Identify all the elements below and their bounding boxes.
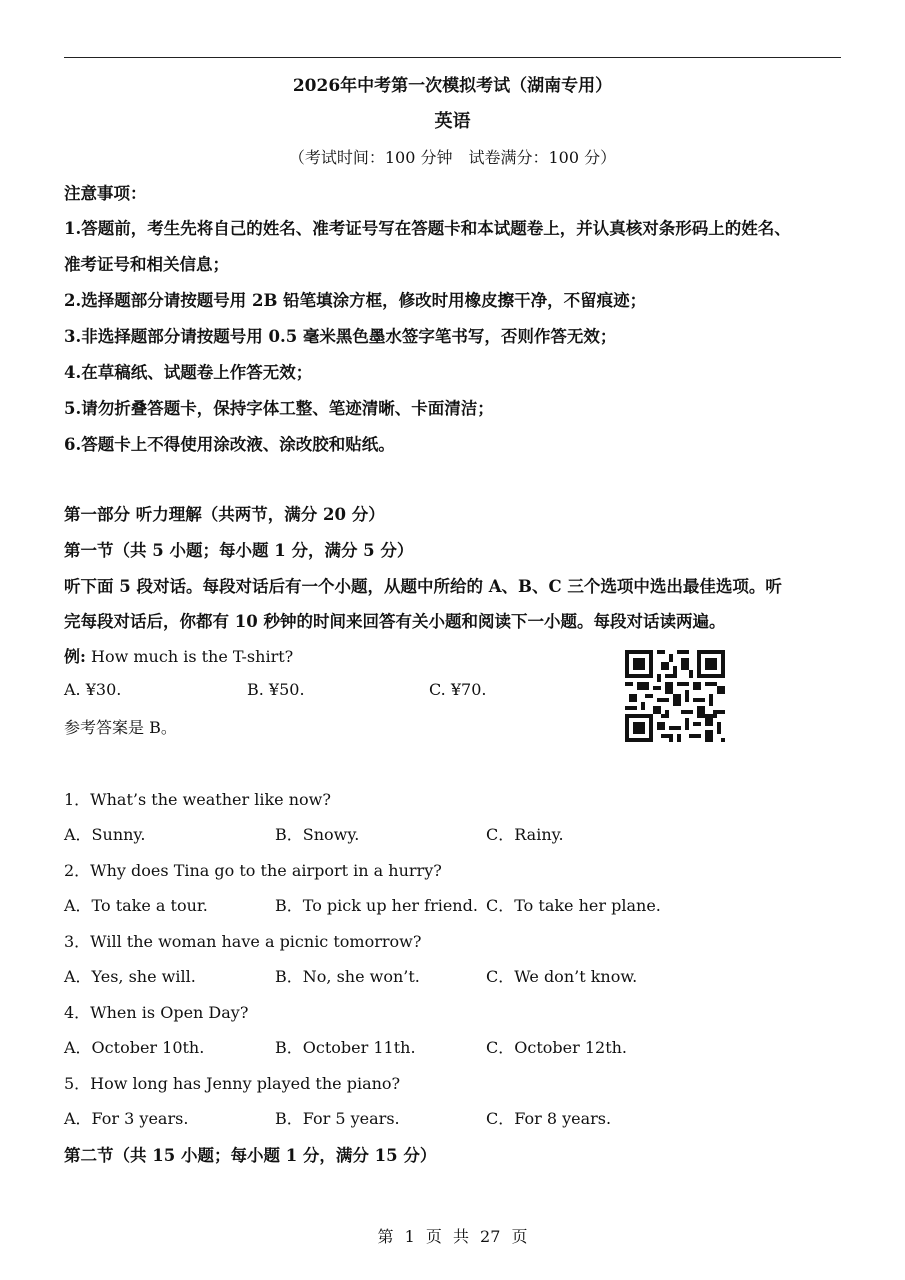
notice-item: 准考证号和相关信息； <box>64 255 229 274</box>
example-question-text: How much is the T-shirt? <box>91 647 294 666</box>
notice-item: 5.请勿折叠答题卡，保持字体工整、笔迹清晰、卡面清洁； <box>64 399 494 418</box>
section1-heading: 第一节（共 5 小题；每小题 1 分，满分 5 分） <box>64 541 414 560</box>
question-3: 3．Will the woman have a picnic tomorrow? <box>64 932 422 951</box>
section2-heading: 第二节（共 15 小题；每小题 1 分，满分 15 分） <box>64 1146 437 1165</box>
notice-item: 2.选择题部分请按题号用 2B 铅笔填涂方框，修改时用橡皮擦干净，不留痕迹； <box>64 291 647 310</box>
question-2: 2．Why does Tina go to the airport in a hurry? <box>64 861 442 880</box>
question-4: 4．When is Open Day? <box>64 1003 249 1022</box>
q5-option-b: B．For 5 years. <box>275 1109 400 1128</box>
q2-option-a: A．To take a tour. <box>64 896 208 915</box>
example-answer: 参考答案是 B。 <box>64 718 177 737</box>
question-1: 1．What’s the weather like now? <box>64 790 331 809</box>
top-rule <box>64 57 841 58</box>
question-5: 5．How long has Jenny played the piano? <box>64 1074 401 1093</box>
q4-option-c: C．October 12th. <box>486 1038 628 1057</box>
notice-item: 1.答题前，考生先将自己的姓名、准考证号写在答题卡和本试题卷上，并认真核对条形码上的姓名、 <box>64 219 791 238</box>
notice-item: 4.在草稿纸、试题卷上作答无效； <box>64 363 313 382</box>
exam-meta: （考试时间：100 分钟 试卷满分：100 分） <box>288 148 617 167</box>
q3-option-b: B．No, she won’t. <box>275 967 420 986</box>
q4-option-a: A．October 10th. <box>64 1038 205 1057</box>
notice-heading: 注意事项： <box>64 184 147 203</box>
q3-option-a: A．Yes, she will. <box>64 967 196 986</box>
notice-item: 3.非选择题部分请按题号用 0.5 毫米黑色墨水签字笔书写，否则作答无效； <box>64 327 617 346</box>
q1-option-c: C．Rainy. <box>486 825 564 844</box>
exam-title: 2026年中考第一次模拟考试（湖南专用） <box>292 76 613 96</box>
page-number: 第 1 页 共 27 页 <box>377 1227 528 1246</box>
q2-option-c: C．To take her plane. <box>486 896 661 915</box>
example-option-c: C. ¥70. <box>429 680 487 699</box>
example-question <box>64 644 293 667</box>
example-option-b: B. ¥50. <box>247 680 305 699</box>
example-option-a: A. ¥30. <box>64 680 122 699</box>
example-label: 例: <box>64 647 86 666</box>
qr-code-image <box>625 650 725 742</box>
q2-option-b: B．To pick up her friend. <box>275 896 478 915</box>
q5-option-c: C．For 8 years. <box>486 1109 612 1128</box>
instruction-line: 完每段对话后，你都有 10 秒钟的时间来回答有关小题和阅读下一小题。每段对话读两遍。 <box>64 612 726 631</box>
q3-option-c: C．We don’t know. <box>486 967 638 986</box>
notice-item: 6.答题卡上不得使用涂改液、涂改胶和贴纸。 <box>64 435 395 454</box>
exam-subject: 英语 <box>434 111 471 132</box>
instruction-line: 听下面 5 段对话。每段对话后有一个小题，从题中所给的 A、B、C 三个选项中选出最佳选项。听 <box>64 577 782 596</box>
q4-option-b: B．October 11th. <box>275 1038 416 1057</box>
q1-option-b: B．Snowy. <box>275 825 360 844</box>
part1-heading: 第一部分 听力理解（共两节，满分 20 分） <box>64 505 385 524</box>
q1-option-a: A．Sunny. <box>64 825 146 844</box>
q5-option-a: A．For 3 years. <box>64 1109 189 1128</box>
